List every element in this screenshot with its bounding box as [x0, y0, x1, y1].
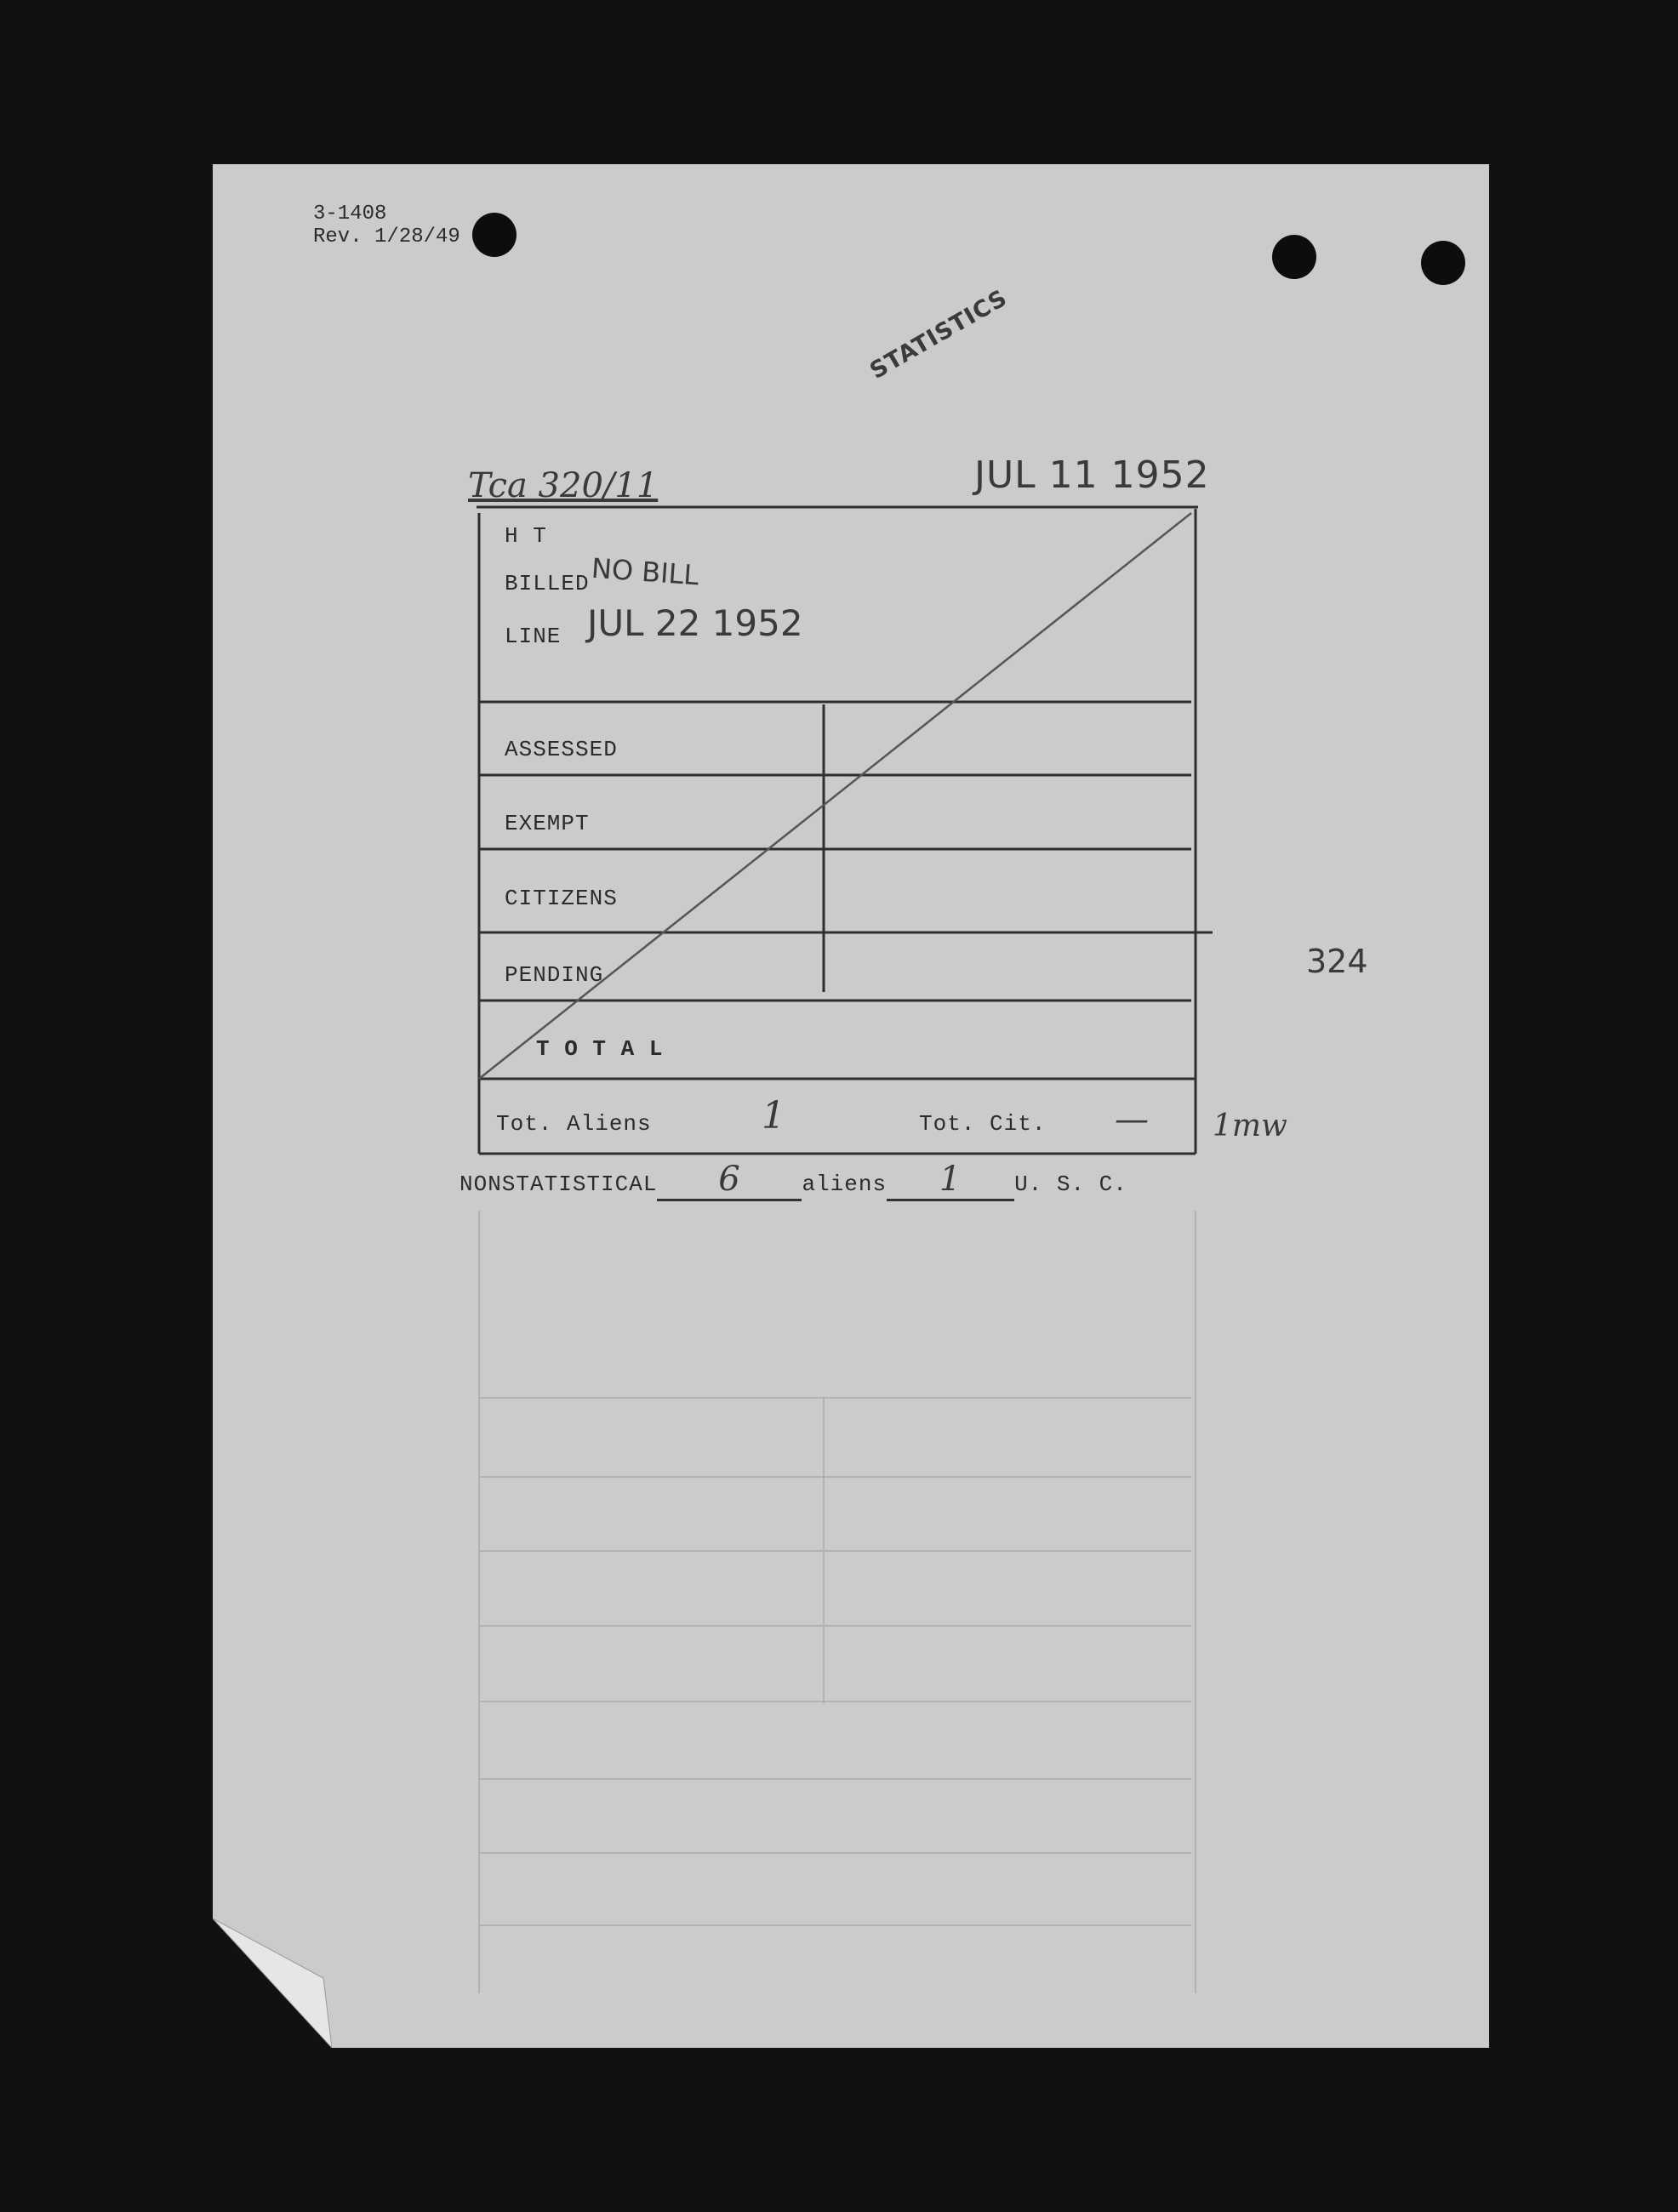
nonstatistical-label: NONSTATISTICAL	[459, 1172, 658, 1197]
line-date-stamp: JUL 22 1952	[587, 602, 803, 644]
form-number: 3-1408	[313, 202, 387, 225]
usc-label: U. S. C.	[1014, 1172, 1127, 1197]
aliens-label: aliens	[802, 1172, 888, 1197]
nonstat-aliens-value: 6	[718, 1160, 741, 1199]
document-page	[213, 164, 1489, 2048]
pending-label: PENDING	[505, 962, 604, 988]
tot-cit-value: —	[1115, 1100, 1149, 1139]
line-label: LINE	[505, 624, 562, 649]
nonstat-usc-value: 1	[939, 1160, 962, 1199]
no-bill-stamp: NO BILL	[590, 551, 700, 592]
bleed-through-grid	[213, 164, 1489, 2048]
tot-aliens-value: 1	[762, 1094, 785, 1137]
file-reference: Tca 320/11	[468, 466, 659, 505]
billed-label: BILLED	[505, 571, 590, 596]
total-label: T O T A L	[536, 1036, 664, 1062]
form-revision: Rev. 1/28/49	[313, 225, 460, 248]
initials: 1mw	[1213, 1109, 1287, 1143]
received-date-stamp: JUL 11 1952	[974, 453, 1210, 497]
tot-aliens-label: Tot. Aliens	[496, 1111, 652, 1137]
exempt-label: EXEMPT	[505, 811, 590, 836]
ht-label: H T	[505, 523, 547, 549]
page-number: 324	[1306, 943, 1368, 980]
statistics-stamp: STATISTICS	[865, 284, 1013, 385]
tot-cit-label: Tot. Cit.	[919, 1111, 1047, 1137]
folded-corner	[213, 1918, 332, 2048]
citizens-label: CITIZENS	[505, 886, 618, 911]
assessed-label: ASSESSED	[505, 737, 618, 762]
